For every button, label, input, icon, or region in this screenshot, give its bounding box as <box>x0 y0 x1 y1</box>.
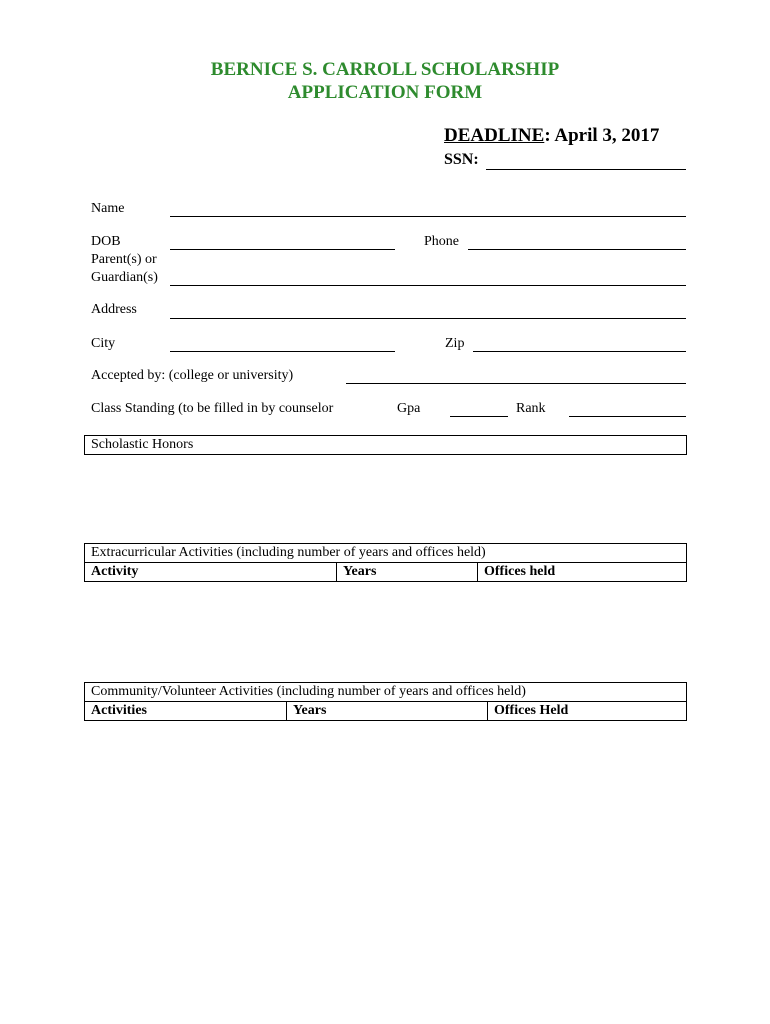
extracurricular-col-offices: Offices held <box>477 563 686 581</box>
zip-field[interactable] <box>473 351 686 352</box>
deadline <box>444 125 659 147</box>
address-label: Address <box>91 302 137 317</box>
name-label: Name <box>91 201 125 216</box>
deadline-label: DEADLINE <box>444 125 545 146</box>
community-col-offices: Offices Held <box>487 702 686 720</box>
form-title-line2: APPLICATION FORM <box>287 82 483 103</box>
community-col-activities: Activities <box>91 703 147 718</box>
extracurricular-col-years: Years <box>336 563 477 581</box>
deadline-date: April 3, 2017 <box>554 125 660 146</box>
phone-label: Phone <box>424 234 459 249</box>
community-col-years: Years <box>286 702 487 720</box>
parents-field[interactable] <box>170 285 686 286</box>
extracurricular-columns <box>84 562 687 582</box>
ssn-field[interactable] <box>486 169 686 170</box>
phone-field[interactable] <box>468 249 686 250</box>
city-field[interactable] <box>170 351 395 352</box>
accepted-by-label: Accepted by: (college or university) <box>91 368 294 383</box>
parents-label-line1: Parent(s) or <box>91 252 157 267</box>
scholastic-honors-box[interactable] <box>84 435 687 455</box>
accepted-by-field[interactable] <box>346 383 686 384</box>
scholastic-honors-title: Scholastic Honors <box>91 437 194 452</box>
form-title-line1: BERNICE S. CARROLL SCHOLARSHIP <box>210 59 560 80</box>
class-standing-label: Class Standing (to be filled in by counselor <box>91 401 334 416</box>
parents-label-line2: Guardian(s) <box>91 270 158 285</box>
address-field[interactable] <box>170 318 686 319</box>
extracurricular-header <box>84 543 687 563</box>
city-label: City <box>91 336 116 351</box>
community-header <box>84 682 687 702</box>
community-title: Community/Volunteer Activities (including number of years and offices held) <box>91 684 526 699</box>
dob-field[interactable] <box>170 249 395 250</box>
deadline-colon: : <box>544 125 551 146</box>
gpa-field[interactable] <box>450 416 508 417</box>
rank-field[interactable] <box>569 416 686 417</box>
extracurricular-title: Extracurricular Activities (including number of years and offices held) <box>91 545 486 560</box>
name-field[interactable] <box>170 216 686 217</box>
ssn-label: SSN: <box>444 151 479 168</box>
dob-label: DOB <box>91 234 121 249</box>
gpa-label: Gpa <box>397 401 421 416</box>
extracurricular-col-activity: Activity <box>91 564 139 579</box>
rank-label: Rank <box>516 401 546 416</box>
zip-label: Zip <box>445 336 465 351</box>
community-columns <box>84 701 687 721</box>
